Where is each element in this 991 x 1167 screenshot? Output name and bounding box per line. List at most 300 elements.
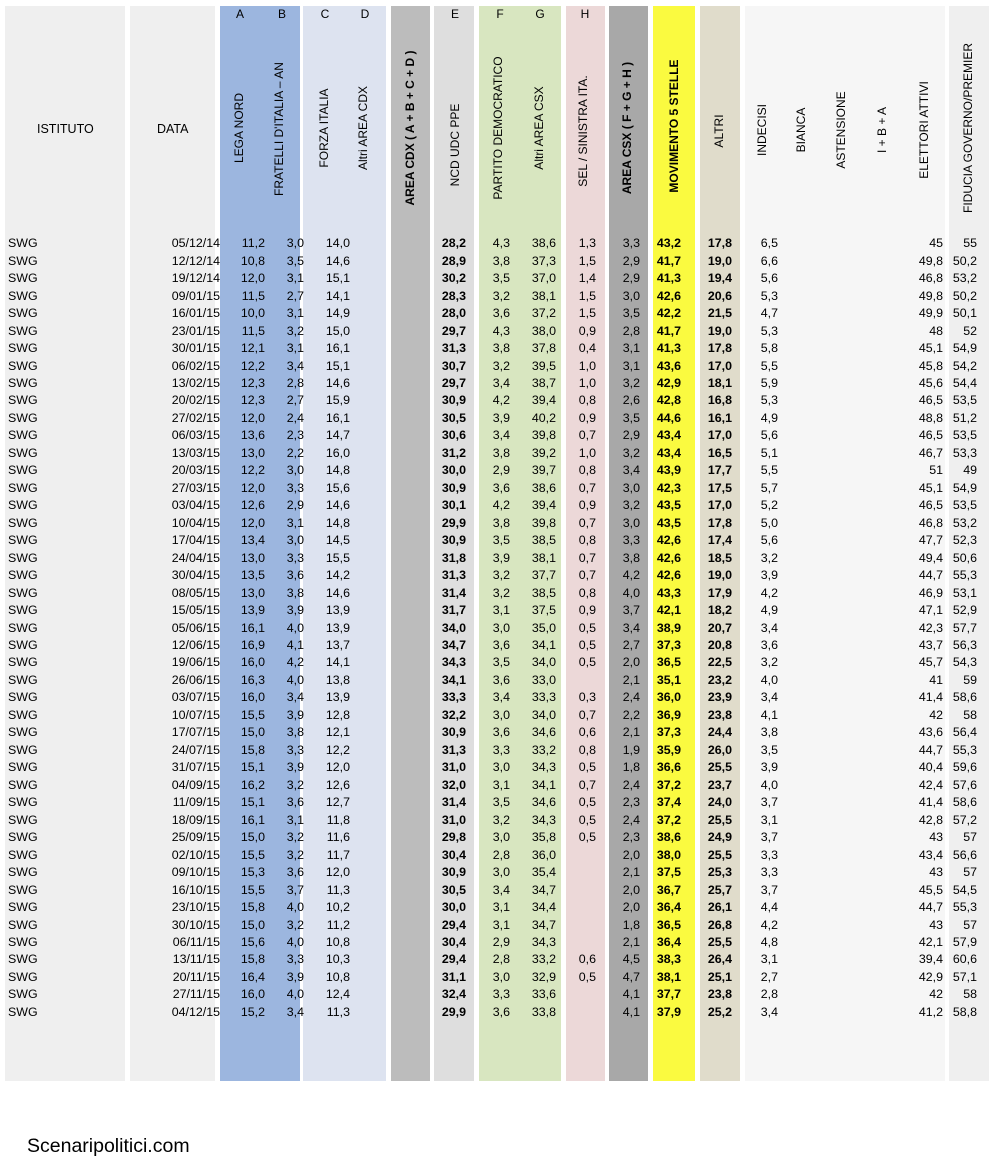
cell-elettori-attivi: 56,4 <box>952 725 977 740</box>
cell-lega-nord: 16,9 <box>240 638 265 653</box>
cell-area-cdx: 34,1 <box>441 672 466 687</box>
table-row <box>0 951 977 968</box>
cell-date: 30/04/15 <box>171 568 220 583</box>
cell-date: 31/07/15 <box>171 760 220 775</box>
cell-altri-cdx <box>350 584 437 601</box>
cell-istituto: SWG <box>8 568 38 583</box>
cell-m5s: 23,2 <box>707 672 732 687</box>
cell-altri: 5,2 <box>760 498 778 513</box>
cell-fratelli-italia: 3,3 <box>286 952 304 967</box>
cell-pd: 38,6 <box>531 236 556 251</box>
cell-istituto: SWG <box>8 358 38 373</box>
cell-altri-cdx <box>350 794 437 811</box>
cell-m5s: 17,0 <box>707 428 732 443</box>
cell-area-csx: 41,3 <box>656 271 681 286</box>
header-ncd-udc-ppe: NCD UDC PPE <box>448 103 462 187</box>
cell-area-cdx: 31,2 <box>441 445 466 460</box>
cell-istituto: SWG <box>8 1004 38 1019</box>
cell-ncd: 3,6 <box>492 638 510 653</box>
table-row <box>0 864 977 881</box>
cell-i-b-a: 46,5 <box>918 428 943 443</box>
cell-area-cdx: 31,0 <box>441 760 466 775</box>
cell-area-csx: 41,7 <box>656 323 681 338</box>
cell-altri: 5,3 <box>760 323 778 338</box>
cell-ncd: 3,2 <box>492 288 510 303</box>
cell-ncd: 4,2 <box>492 393 510 408</box>
cell-forza-italia: 15,9 <box>325 393 350 408</box>
cell-altri: 2,8 <box>760 987 778 1002</box>
cell-sel: 2,3 <box>622 830 640 845</box>
cell-sel: 3,4 <box>622 463 640 478</box>
cell-altri: 3,9 <box>760 760 778 775</box>
cell-area-csx: 36,5 <box>656 917 681 932</box>
cell-elettori-attivi: 58,6 <box>952 690 977 705</box>
cell-ncd: 3,4 <box>492 882 510 897</box>
cell-sel: 3,0 <box>622 288 640 303</box>
cell-area-csx: 38,3 <box>656 952 681 967</box>
cell-altri-csx: 0,9 <box>578 323 596 338</box>
cell-altri-csx: 0,5 <box>578 638 596 653</box>
cell-fratelli-italia: 3,6 <box>286 865 304 880</box>
cell-fratelli-italia: 3,0 <box>286 463 304 478</box>
cell-lega-nord: 15,0 <box>240 917 265 932</box>
cell-area-cdx: 31,4 <box>441 795 466 810</box>
cell-area-cdx: 33,3 <box>441 690 466 705</box>
cell-sel: 2,4 <box>622 777 640 792</box>
cell-altri: 4,2 <box>760 917 778 932</box>
cell-pd: 39,8 <box>531 428 556 443</box>
cell-area-csx: 43,2 <box>656 236 681 251</box>
cell-ncd: 2,9 <box>492 934 510 949</box>
cell-m5s: 18,2 <box>707 603 732 618</box>
header-movimento-5-stelle: MOVIMENTO 5 STELLE <box>667 59 681 193</box>
cell-altri-cdx <box>350 619 437 636</box>
cell-date: 06/03/15 <box>171 428 220 443</box>
cell-m5s: 17,8 <box>707 236 732 251</box>
cell-ncd: 3,1 <box>492 917 510 932</box>
cell-i-b-a: 42 <box>929 707 943 722</box>
cell-altri-cdx <box>350 881 437 898</box>
cell-forza-italia: 10,2 <box>325 900 350 915</box>
cell-altri-cdx <box>350 637 437 654</box>
cell-forza-italia: 14,8 <box>325 463 350 478</box>
cell-pd: 34,4 <box>531 900 556 915</box>
cell-pd: 37,3 <box>531 253 556 268</box>
cell-altri: 5,5 <box>760 463 778 478</box>
cell-i-b-a: 44,7 <box>918 900 943 915</box>
cell-forza-italia: 13,8 <box>325 672 350 687</box>
header-lega-nord: LEGA NORD <box>232 92 246 164</box>
header-fiducia-governo: FIDUCIA GOVERNO/PREMIER <box>961 42 975 214</box>
cell-altri: 3,1 <box>760 812 778 827</box>
cell-i-b-a: 41,4 <box>918 795 943 810</box>
cell-lega-nord: 12,1 <box>240 341 265 356</box>
cell-istituto: SWG <box>8 428 38 443</box>
table-row <box>0 899 977 916</box>
cell-altri-csx: 0,5 <box>578 620 596 635</box>
cell-i-b-a: 49,8 <box>918 253 943 268</box>
cell-fratelli-italia: 3,8 <box>286 725 304 740</box>
cell-date: 13/03/15 <box>171 445 220 460</box>
cell-istituto: SWG <box>8 742 38 757</box>
cell-lega-nord: 16,1 <box>240 812 265 827</box>
cell-fratelli-italia: 3,2 <box>286 917 304 932</box>
cell-lega-nord: 15,3 <box>240 865 265 880</box>
cell-pd: 35,8 <box>531 830 556 845</box>
cell-i-b-a: 45,5 <box>918 882 943 897</box>
cell-area-csx: 37,3 <box>656 638 681 653</box>
cell-area-csx: 38,9 <box>656 620 681 635</box>
cell-forza-italia: 12,6 <box>325 777 350 792</box>
cell-i-b-a: 46,9 <box>918 585 943 600</box>
cell-area-cdx: 31,3 <box>441 341 466 356</box>
cell-forza-italia: 13,9 <box>325 603 350 618</box>
cell-i-b-a: 46,5 <box>918 498 943 513</box>
table-row <box>0 707 977 724</box>
cell-ncd: 3,8 <box>492 253 510 268</box>
table-row <box>0 672 977 689</box>
cell-area-cdx: 31,3 <box>441 742 466 757</box>
cell-ncd: 3,2 <box>492 585 510 600</box>
cell-altri-cdx <box>350 270 437 287</box>
cell-elettori-attivi: 55 <box>963 236 977 251</box>
cell-date: 18/09/15 <box>171 812 220 827</box>
cell-istituto: SWG <box>8 410 38 425</box>
cell-istituto: SWG <box>8 812 38 827</box>
cell-sel: 3,2 <box>622 445 640 460</box>
cell-i-b-a: 51 <box>929 463 943 478</box>
cell-forza-italia: 14,0 <box>325 236 350 251</box>
cell-altri: 5,6 <box>760 271 778 286</box>
header-bianca: BIANCA <box>794 107 808 153</box>
cell-area-csx: 38,0 <box>656 847 681 862</box>
cell-altri-cdx <box>350 899 437 916</box>
cell-area-cdx: 31,4 <box>441 585 466 600</box>
cell-altri-csx: 0,7 <box>578 515 596 530</box>
cell-istituto: SWG <box>8 253 38 268</box>
cell-pd: 38,7 <box>531 375 556 390</box>
cell-altri-csx: 0,5 <box>578 760 596 775</box>
cell-lega-nord: 11,5 <box>241 323 265 338</box>
cell-istituto: SWG <box>8 463 38 478</box>
letter-f: F <box>496 7 504 21</box>
cell-lega-nord: 12,0 <box>240 271 265 286</box>
cell-ncd: 3,0 <box>492 707 510 722</box>
cell-altri-csx: 1,0 <box>578 445 596 460</box>
cell-area-csx: 36,4 <box>656 900 681 915</box>
cell-area-cdx: 30,7 <box>441 358 466 373</box>
poll-table-body <box>0 235 977 1021</box>
cell-date: 20/11/15 <box>172 969 220 984</box>
cell-forza-italia: 14,7 <box>325 428 350 443</box>
cell-i-b-a: 45,7 <box>918 655 943 670</box>
cell-istituto: SWG <box>8 952 38 967</box>
cell-pd: 32,9 <box>531 969 556 984</box>
cell-sel: 2,1 <box>622 672 640 687</box>
cell-elettori-attivi: 49 <box>963 463 977 478</box>
cell-area-cdx: 29,7 <box>441 323 466 338</box>
cell-forza-italia: 14,1 <box>325 655 350 670</box>
cell-altri-csx: 0,5 <box>578 830 596 845</box>
cell-area-cdx: 30,9 <box>441 393 466 408</box>
cell-lega-nord: 10,0 <box>240 306 265 321</box>
cell-area-cdx: 29,7 <box>441 375 466 390</box>
cell-fratelli-italia: 3,2 <box>286 777 304 792</box>
cell-i-b-a: 43 <box>929 865 943 880</box>
cell-fratelli-italia: 3,0 <box>286 236 304 251</box>
cell-altri-cdx <box>350 515 437 532</box>
cell-altri: 6,5 <box>760 236 778 251</box>
cell-forza-italia: 10,8 <box>325 969 350 984</box>
cell-sel: 2,9 <box>622 271 640 286</box>
cell-istituto: SWG <box>8 603 38 618</box>
cell-pd: 39,4 <box>531 498 556 513</box>
cell-date: 10/07/15 <box>171 707 220 722</box>
cell-m5s: 25,5 <box>707 934 732 949</box>
cell-ncd: 3,5 <box>492 795 510 810</box>
cell-elettori-attivi: 57 <box>963 830 977 845</box>
cell-forza-italia: 14,5 <box>325 533 350 548</box>
cell-area-cdx: 29,9 <box>441 1004 466 1019</box>
cell-altri-cdx <box>350 357 437 374</box>
cell-altri-csx: 0,7 <box>578 777 596 792</box>
table-row <box>0 619 977 636</box>
header-data: DATA <box>157 122 189 136</box>
cell-date: 05/06/15 <box>171 620 220 635</box>
cell-altri-csx: 0,5 <box>578 812 596 827</box>
cell-m5s: 25,7 <box>707 882 732 897</box>
cell-altri-cdx <box>350 916 437 933</box>
cell-altri: 3,9 <box>760 568 778 583</box>
cell-pd: 34,1 <box>531 638 556 653</box>
cell-lega-nord: 15,1 <box>240 760 265 775</box>
cell-i-b-a: 41,4 <box>918 690 943 705</box>
cell-elettori-attivi: 54,9 <box>952 341 977 356</box>
cell-elettori-attivi: 54,5 <box>952 882 977 897</box>
cell-date: 17/04/15 <box>171 533 220 548</box>
table-row <box>0 549 977 566</box>
cell-altri-cdx <box>350 410 437 427</box>
cell-sel: 2,1 <box>622 865 640 880</box>
cell-istituto: SWG <box>8 375 38 390</box>
cell-date: 17/07/15 <box>171 725 220 740</box>
cell-altri-csx: 1,5 <box>578 253 596 268</box>
cell-ncd: 3,2 <box>492 812 510 827</box>
cell-altri-csx: 1,0 <box>578 375 596 390</box>
cell-altri: 3,3 <box>760 865 778 880</box>
cell-date: 12/06/15 <box>171 638 220 653</box>
cell-date: 04/09/15 <box>171 777 220 792</box>
cell-fratelli-italia: 3,9 <box>286 760 304 775</box>
cell-lega-nord: 16,3 <box>240 672 265 687</box>
cell-pd: 40,2 <box>531 410 556 425</box>
cell-altri: 3,4 <box>760 690 778 705</box>
cell-pd: 34,0 <box>531 655 556 670</box>
cell-i-b-a: 39,4 <box>918 952 943 967</box>
cell-istituto: SWG <box>8 288 38 303</box>
cell-m5s: 22,5 <box>707 655 732 670</box>
cell-date: 10/04/15 <box>171 515 220 530</box>
cell-area-cdx: 34,3 <box>441 655 466 670</box>
cell-altri-cdx <box>350 287 437 304</box>
cell-altri-csx: 1,3 <box>578 236 596 251</box>
cell-area-cdx: 28,2 <box>441 236 466 251</box>
header-altri-area-cdx: Altri AREA CDX <box>356 85 370 171</box>
cell-istituto: SWG <box>8 393 38 408</box>
cell-pd: 39,4 <box>531 393 556 408</box>
cell-date: 12/12/14 <box>171 253 220 268</box>
cell-istituto: SWG <box>8 777 38 792</box>
cell-fratelli-italia: 4,0 <box>286 934 304 949</box>
cell-date: 06/11/15 <box>172 934 220 949</box>
cell-altri-cdx <box>350 235 437 252</box>
cell-forza-italia: 10,3 <box>325 952 350 967</box>
cell-altri-csx <box>556 1004 596 1021</box>
cell-sel: 3,2 <box>622 375 640 390</box>
cell-ncd: 4,3 <box>492 236 510 251</box>
cell-lega-nord: 15,1 <box>240 795 265 810</box>
cell-i-b-a: 41 <box>929 672 943 687</box>
cell-i-b-a: 42,8 <box>918 812 943 827</box>
cell-istituto: SWG <box>8 445 38 460</box>
cell-altri: 5,9 <box>760 375 778 390</box>
cell-elettori-attivi: 51,2 <box>952 410 977 425</box>
cell-istituto: SWG <box>8 760 38 775</box>
cell-forza-italia: 16,1 <box>325 341 350 356</box>
letter-h: H <box>580 7 590 21</box>
cell-lega-nord: 16,2 <box>240 777 265 792</box>
cell-elettori-attivi: 57,2 <box>952 812 977 827</box>
cell-altri-csx: 0,8 <box>578 393 596 408</box>
cell-date: 06/02/15 <box>171 358 220 373</box>
cell-i-b-a: 48 <box>929 323 943 338</box>
cell-elettori-attivi: 59,6 <box>952 760 977 775</box>
cell-area-csx: 37,2 <box>656 777 681 792</box>
cell-area-csx: 36,7 <box>656 882 681 897</box>
cell-altri-csx: 0,7 <box>578 428 596 443</box>
cell-altri: 5,0 <box>760 515 778 530</box>
table-row <box>0 392 977 409</box>
cell-altri-cdx <box>350 742 437 759</box>
cell-altri-cdx <box>350 375 437 392</box>
cell-elettori-attivi: 58 <box>963 987 977 1002</box>
letter-a: A <box>235 7 245 21</box>
cell-ncd: 3,8 <box>492 341 510 356</box>
cell-area-csx: 36,0 <box>656 690 681 705</box>
cell-elettori-attivi: 58 <box>963 707 977 722</box>
cell-ncd: 3,6 <box>492 306 510 321</box>
header-area-csx: AREA CSX ( F + G + H ) <box>620 61 634 195</box>
table-row <box>0 322 977 339</box>
cell-forza-italia: 11,2 <box>326 917 350 932</box>
cell-area-cdx: 30,5 <box>441 410 466 425</box>
cell-sel: 3,8 <box>622 550 640 565</box>
cell-elettori-attivi: 57,9 <box>952 934 977 949</box>
cell-area-csx: 42,2 <box>656 306 681 321</box>
cell-altri-cdx <box>350 654 437 671</box>
table-row <box>0 689 977 706</box>
cell-elettori-attivi: 57,1 <box>952 969 977 984</box>
table-row <box>0 1004 977 1021</box>
table-row <box>0 567 977 584</box>
cell-elettori-attivi: 56,3 <box>952 638 977 653</box>
cell-ncd: 3,4 <box>492 428 510 443</box>
cell-m5s: 17,9 <box>707 585 732 600</box>
cell-lega-nord: 13,4 <box>240 533 265 548</box>
cell-date: 24/07/15 <box>171 742 220 757</box>
cell-sel: 2,8 <box>622 323 640 338</box>
cell-altri-csx: 1,5 <box>578 288 596 303</box>
cell-sel: 4,5 <box>622 952 640 967</box>
cell-sel: 4,2 <box>622 568 640 583</box>
cell-altri-csx <box>556 899 596 916</box>
cell-istituto: SWG <box>8 865 38 880</box>
cell-date: 13/11/15 <box>172 952 220 967</box>
cell-altri-csx: 0,6 <box>578 952 596 967</box>
cell-ncd: 3,0 <box>492 969 510 984</box>
cell-altri-csx: 0,3 <box>578 690 596 705</box>
cell-area-csx: 42,6 <box>656 568 681 583</box>
cell-m5s: 17,8 <box>707 341 732 356</box>
cell-fratelli-italia: 3,6 <box>286 568 304 583</box>
cell-ncd: 3,9 <box>492 410 510 425</box>
cell-forza-italia: 12,0 <box>325 760 350 775</box>
cell-pd: 35,0 <box>531 620 556 635</box>
cell-fratelli-italia: 3,9 <box>286 969 304 984</box>
cell-pd: 34,3 <box>531 812 556 827</box>
table-row <box>0 969 977 986</box>
cell-pd: 34,7 <box>531 917 556 932</box>
cell-ncd: 3,0 <box>492 760 510 775</box>
cell-fratelli-italia: 3,9 <box>286 707 304 722</box>
cell-i-b-a: 42 <box>929 987 943 1002</box>
letter-e: E <box>450 7 460 21</box>
table-row <box>0 742 977 759</box>
cell-forza-italia: 11,6 <box>326 830 350 845</box>
cell-altri: 4,8 <box>760 934 778 949</box>
cell-area-cdx: 30,9 <box>441 865 466 880</box>
table-row <box>0 357 977 374</box>
cell-m5s: 23,7 <box>707 777 732 792</box>
cell-date: 26/06/15 <box>171 672 220 687</box>
cell-m5s: 24,9 <box>707 830 732 845</box>
cell-lega-nord: 12,2 <box>240 358 265 373</box>
cell-m5s: 23,8 <box>707 707 732 722</box>
cell-pd: 34,3 <box>531 760 556 775</box>
cell-m5s: 24,4 <box>707 725 732 740</box>
cell-m5s: 25,5 <box>707 760 732 775</box>
cell-date: 04/12/15 <box>171 1004 220 1019</box>
cell-altri-csx: 1,0 <box>578 358 596 373</box>
cell-elettori-attivi: 58,6 <box>952 795 977 810</box>
cell-altri: 5,8 <box>760 341 778 356</box>
cell-i-b-a: 41,2 <box>918 1004 943 1019</box>
table-row <box>0 515 977 532</box>
cell-area-cdx: 30,9 <box>441 725 466 740</box>
cell-altri: 5,6 <box>760 533 778 548</box>
cell-m5s: 25,5 <box>707 812 732 827</box>
cell-sel: 2,1 <box>622 725 640 740</box>
table-row <box>0 986 977 1003</box>
cell-forza-italia: 15,5 <box>325 550 350 565</box>
cell-altri-cdx <box>350 864 437 881</box>
cell-elettori-attivi: 50,1 <box>952 306 977 321</box>
cell-fratelli-italia: 4,1 <box>286 638 304 653</box>
cell-altri: 3,3 <box>760 847 778 862</box>
cell-m5s: 19,0 <box>707 568 732 583</box>
cell-altri-csx: 0,7 <box>578 480 596 495</box>
cell-altri: 4,1 <box>760 707 778 722</box>
